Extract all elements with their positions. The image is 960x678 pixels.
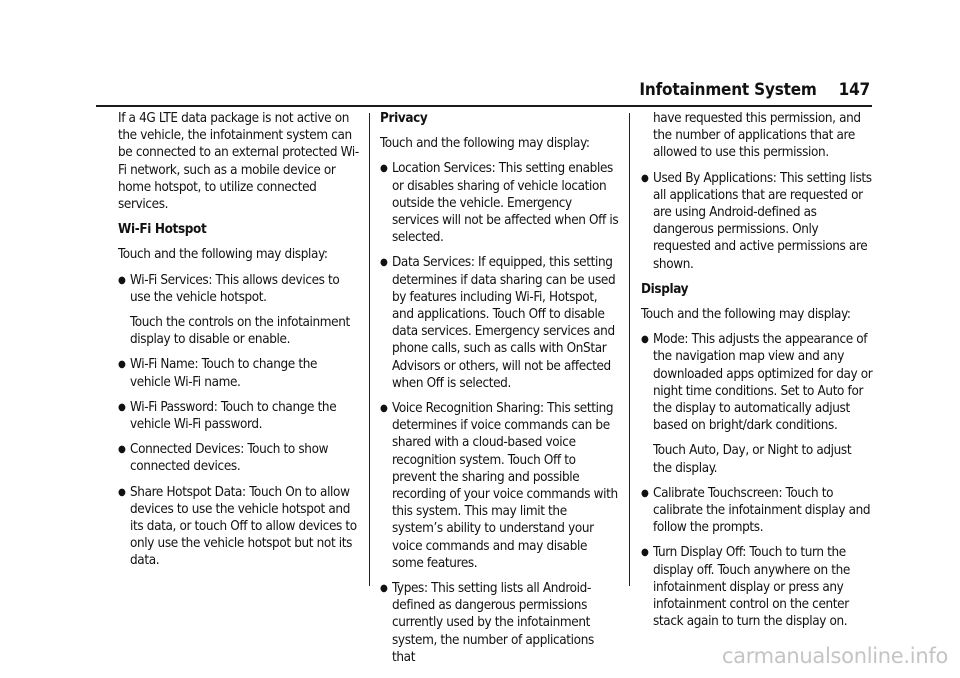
bullet-icon: ● — [118, 486, 126, 498]
list-item-subtext: Touch the controls on the infotainment display to disable or enable. — [130, 315, 350, 348]
column-2 — [380, 110, 620, 674]
list-item-subtext: Touch Auto, Day, or Night to adjust the display. — [653, 443, 852, 476]
list-item — [380, 254, 620, 392]
list-item-text: Calibrate Touchscreen: Touch to calibrate the infotainment display and follow the prompts. — [653, 485, 871, 536]
list-item — [641, 331, 873, 477]
page-number: 147 — [838, 80, 870, 100]
list-item-text: Data Services: If equipped, this setting determines if data sharing can be used by features including Wi-Fi, Hotspot, and applications. Touch Off to disable data services. Emergency services and phone calls, such as calls with OnStar Advisors or others, will not be affected when Off is selected. — [392, 255, 616, 391]
list-item — [118, 272, 360, 349]
list-item-text: Wi-Fi Services: This allows devices to use the vehicle hotspot. — [130, 272, 340, 305]
privacy-list-continued — [641, 170, 873, 273]
list-item — [641, 170, 873, 273]
privacy-list — [380, 160, 620, 666]
column-3 — [641, 110, 873, 638]
bullet-icon: ● — [380, 163, 388, 175]
list-item-text: Mode: This adjusts the appearance of the navigation map view and any downloaded apps optimized for day or night time conditions. Set to Auto for the display to automatically adjust based on bright/dark conditions. — [653, 332, 873, 434]
list-item-text: Voice Recognition Sharing: This setting determines if voice commands can be shared with a cloud-based voice recognition system. Touch Off to prevent the sharing and possible recording of your voice commands with this system. This may limit the system’s ability to understand your voice commands and may disable some features. — [392, 401, 618, 571]
list-item-text: Types: This setting lists all Android-defined as dangerous permissions currently used by the infotainment system, the number of applications that — [392, 581, 594, 665]
intro-paragraph: If a 4G LTE data package is not active on the vehicle, the infotainment system can be connected to an external protected Wi-Fi network, such as a mobile device or home hotspot, to utilize connected services. — [118, 111, 359, 213]
wifi-lead: Touch and the following may display: — [118, 247, 328, 263]
list-item — [118, 356, 360, 390]
page-header — [639, 80, 870, 100]
column-divider — [629, 113, 630, 586]
wifi-hotspot-heading: Wi-Fi Hotspot — [118, 222, 207, 238]
display-heading: Display — [641, 281, 689, 297]
list-item — [380, 580, 620, 666]
bullet-icon: ● — [118, 444, 126, 456]
list-item-text: Wi-Fi Name: Touch to change the vehicle Wi-Fi name. — [130, 357, 318, 390]
display-list — [641, 331, 873, 630]
list-item — [641, 544, 873, 630]
list-item — [118, 441, 360, 475]
bullet-icon: ● — [641, 487, 649, 499]
bullet-icon: ● — [118, 274, 126, 286]
bullet-icon: ● — [380, 583, 388, 595]
list-item-text: Wi-Fi Password: Touch to change the vehicle Wi-Fi password. — [130, 399, 337, 433]
column-1 — [118, 110, 360, 578]
bullet-icon: ● — [118, 401, 126, 413]
display-lead: Touch and the following may display: — [641, 307, 851, 323]
list-item-text: Used By Applications: This setting lists all applications that are requested or are using Android-defined as dangerous permissions. Only requested and active permissions are shown. — [653, 170, 872, 272]
bullet-icon: ● — [380, 257, 388, 269]
wifi-hotspot-list — [118, 272, 360, 570]
list-item — [380, 400, 620, 572]
header-rule — [96, 105, 872, 107]
bullet-icon: ● — [380, 403, 388, 415]
privacy-heading: Privacy — [380, 111, 428, 126]
list-item-text: Connected Devices: Touch to show connected devices. — [130, 442, 329, 475]
bullet-icon: ● — [641, 172, 649, 184]
section-title: Infotainment System — [639, 80, 817, 100]
list-item — [118, 484, 360, 570]
bullet-icon: ● — [641, 547, 649, 559]
privacy-lead: Touch and the following may display: — [380, 136, 590, 152]
continuation-paragraph: have requested this permission, and the number of applications that are allowed to use this permission. — [653, 111, 861, 161]
column-divider — [369, 113, 370, 586]
list-item-text: Turn Display Off: Touch to turn the display off. Touch anywhere on the infotainment display or press any infotainment control on the center stack again to turn the display on. — [653, 545, 850, 630]
bullet-icon: ● — [118, 359, 126, 371]
list-item-text: Share Hotspot Data: Touch On to allow devices to use the vehicle hotspot and its data, or touch Off to allow devices to only use the vehicle hotspot but not its data. — [130, 484, 357, 569]
list-item — [380, 160, 620, 246]
list-item — [118, 399, 360, 433]
bullet-icon: ● — [641, 334, 649, 346]
watermark: carmanualsonline.info — [721, 644, 948, 668]
list-item-text: Location Services: This setting enables or disables sharing of vehicle location outside the vehicle. Emergency services will not be affected when Off is selected. — [392, 161, 619, 246]
list-item — [641, 485, 873, 537]
